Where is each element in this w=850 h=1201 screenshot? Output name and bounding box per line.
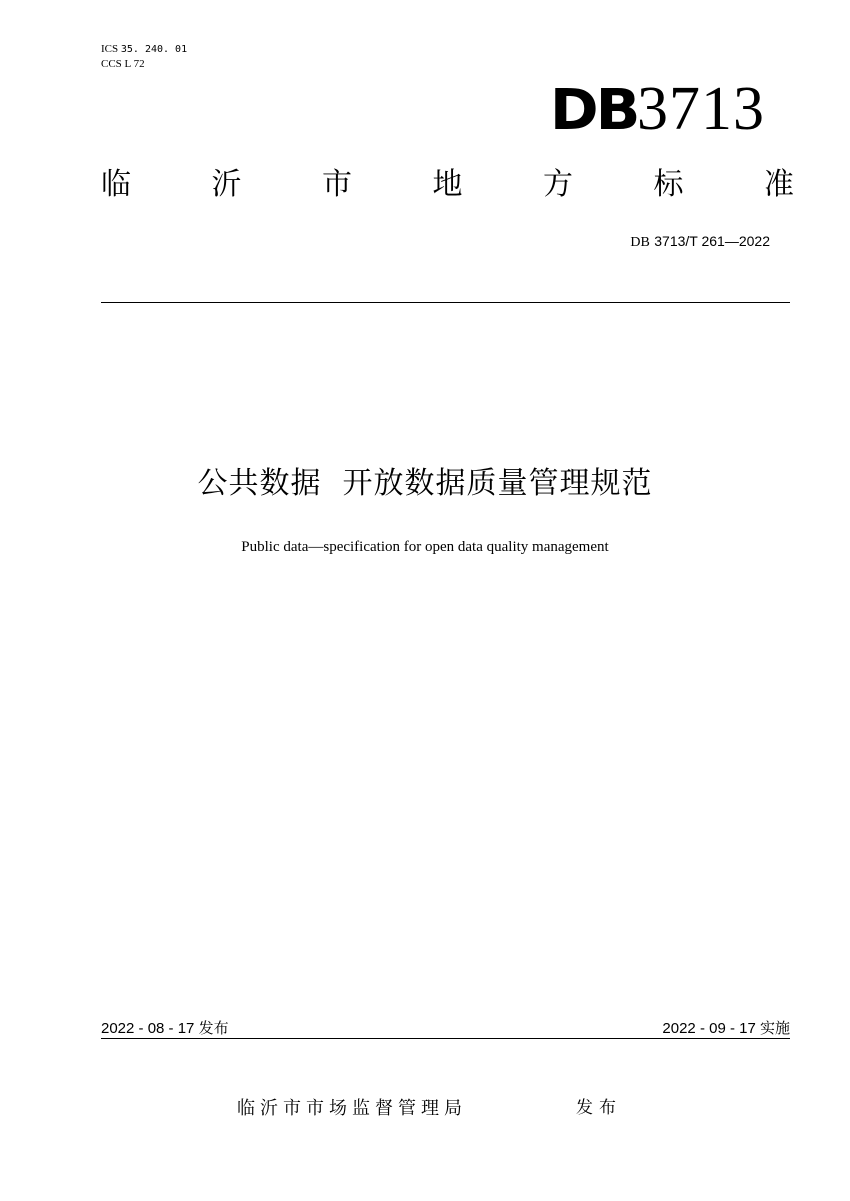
publish-date-label: 发布 [198,1019,229,1037]
standard-type-char: 沂 [211,167,242,202]
standard-type-char: 地 [432,167,463,202]
standard-type-char: 临 [101,167,131,202]
ics-code [101,42,187,57]
effective-date-value: 2022 - 09 - 17 [662,1020,756,1037]
publish-date [101,1018,229,1039]
standard-number-value: 3713/T 261—2022 [654,233,770,249]
standard-number-prefix: DB [630,235,650,250]
publish-date-value: 2022 - 08 - 17 [101,1020,195,1037]
ics-number: 35. 240. 01 [120,44,188,55]
effective-date-label: 实施 [759,1019,790,1037]
standard-type-title [101,165,794,205]
logo-code: 3713 [637,75,765,143]
issuing-authority: 临沂市市场监督管理局 [237,1098,467,1119]
effective-date [662,1018,790,1039]
standard-type-char: 方 [543,167,573,202]
ccs-code: CCS L 72 [101,58,145,70]
standard-logo [549,75,765,144]
standard-type-char: 市 [322,167,352,202]
issue-action: 发布 [576,1098,622,1118]
ics-label: ICS [101,43,119,55]
logo-prefix: DB [549,78,638,143]
document-title-english: Public data—specification for open data quality management [241,539,609,555]
standard-number [630,232,770,252]
standard-type-char: 标 [653,167,684,202]
document-title: 公共数据 开放数据质量管理规范 [197,466,653,501]
header-divider [101,302,790,303]
footer-divider [101,1038,790,1039]
standard-type-char: 准 [764,167,794,202]
